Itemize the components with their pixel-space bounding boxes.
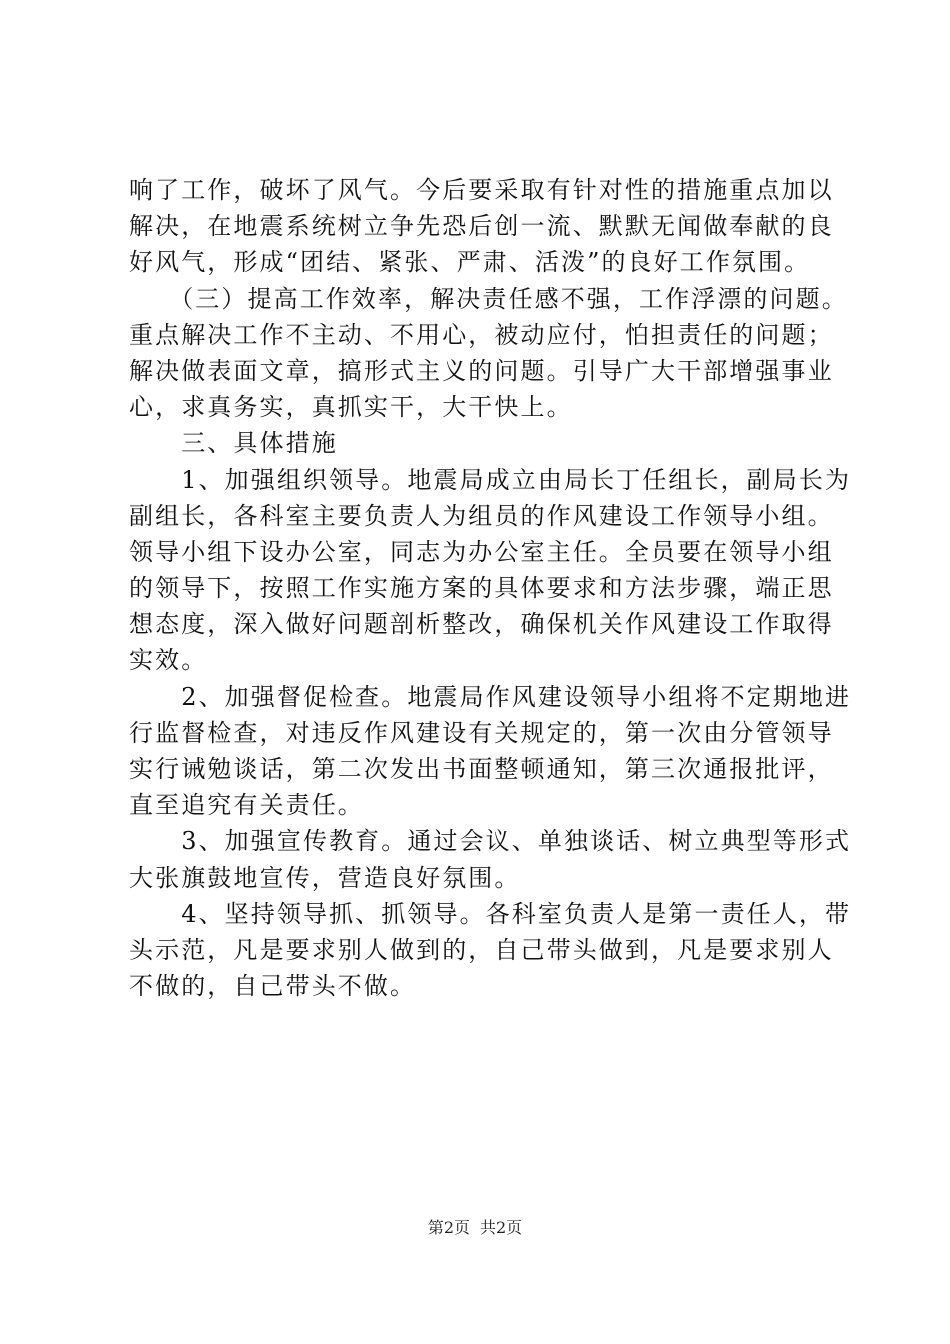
text-line: 实行诫勉谈话，第二次发出书面整顿通知，第三次通报批评，	[129, 755, 834, 783]
text-line: 想态度，深入做好问题剖析整改，确保机关作风建设工作取得	[129, 610, 834, 639]
text-line: 1、加强组织领导。地震局成立由局长丁任组长，副局长为	[129, 465, 852, 494]
text-line: 的领导下，按照工作实施方案的具体要求和方法步骤，端正思	[129, 574, 834, 603]
document-body	[129, 172, 852, 1004]
text-line: 行监督检查，对违反作风建设有关规定的，第一次由分管领导	[129, 718, 834, 747]
text-line: 不做的，自己带头不做。	[129, 972, 417, 1001]
text-line: 解决做表面文章，搞形式主义的问题。引导广大干部增强事业	[129, 356, 834, 385]
text-line: 直至追究有关责任。	[129, 791, 364, 820]
text-line: 重点解决工作不主动、不用心，被动应付，怕担责任的问题；	[129, 320, 834, 349]
text-line: 副组长，各科室主要负责人为组员的作风建设工作领导小组。	[129, 501, 834, 530]
text-line: 头示范，凡是要求别人做到的，自己带头做到，凡是要求别人	[129, 935, 834, 964]
text-line: （三）提高工作效率，解决责任感不强，工作浮漂的问题。	[129, 284, 848, 313]
page-number: 第2页	[427, 1218, 470, 1237]
text-line: 解决，在地震系统树立争先恐后创一流、默默无闻做奉献的良	[129, 212, 834, 241]
text-line: 3、加强宣传教育。通过会议、单独谈话、树立典型等形式	[129, 827, 852, 856]
section-heading: 三、具体措施	[129, 429, 338, 458]
text-line: 领导小组下设办公室，同志为办公室主任。全员要在领导小组	[129, 537, 834, 566]
text-line: 响了工作，破坏了风气。今后要采取有针对性的措施重点加以	[129, 176, 834, 204]
page-footer	[0, 1215, 950, 1238]
text-line: 好风气，形成“团结、紧张、严肃、活泼”的良好工作氛围。	[129, 248, 811, 277]
text-line: 2、加强督促检查。地震局作风建设领导小组将不定期地进	[129, 682, 852, 711]
text-line: 实效。	[129, 646, 208, 675]
page-total: 共2页	[480, 1218, 523, 1237]
text-line: 4、坚持领导抓、抓领导。各科室负责人是第一责任人，带	[129, 899, 852, 928]
text-line: 大张旗鼓地宣传，营造良好氛围。	[129, 863, 521, 892]
text-line: 心，求真务实，真抓实干，大干快上。	[129, 393, 573, 422]
